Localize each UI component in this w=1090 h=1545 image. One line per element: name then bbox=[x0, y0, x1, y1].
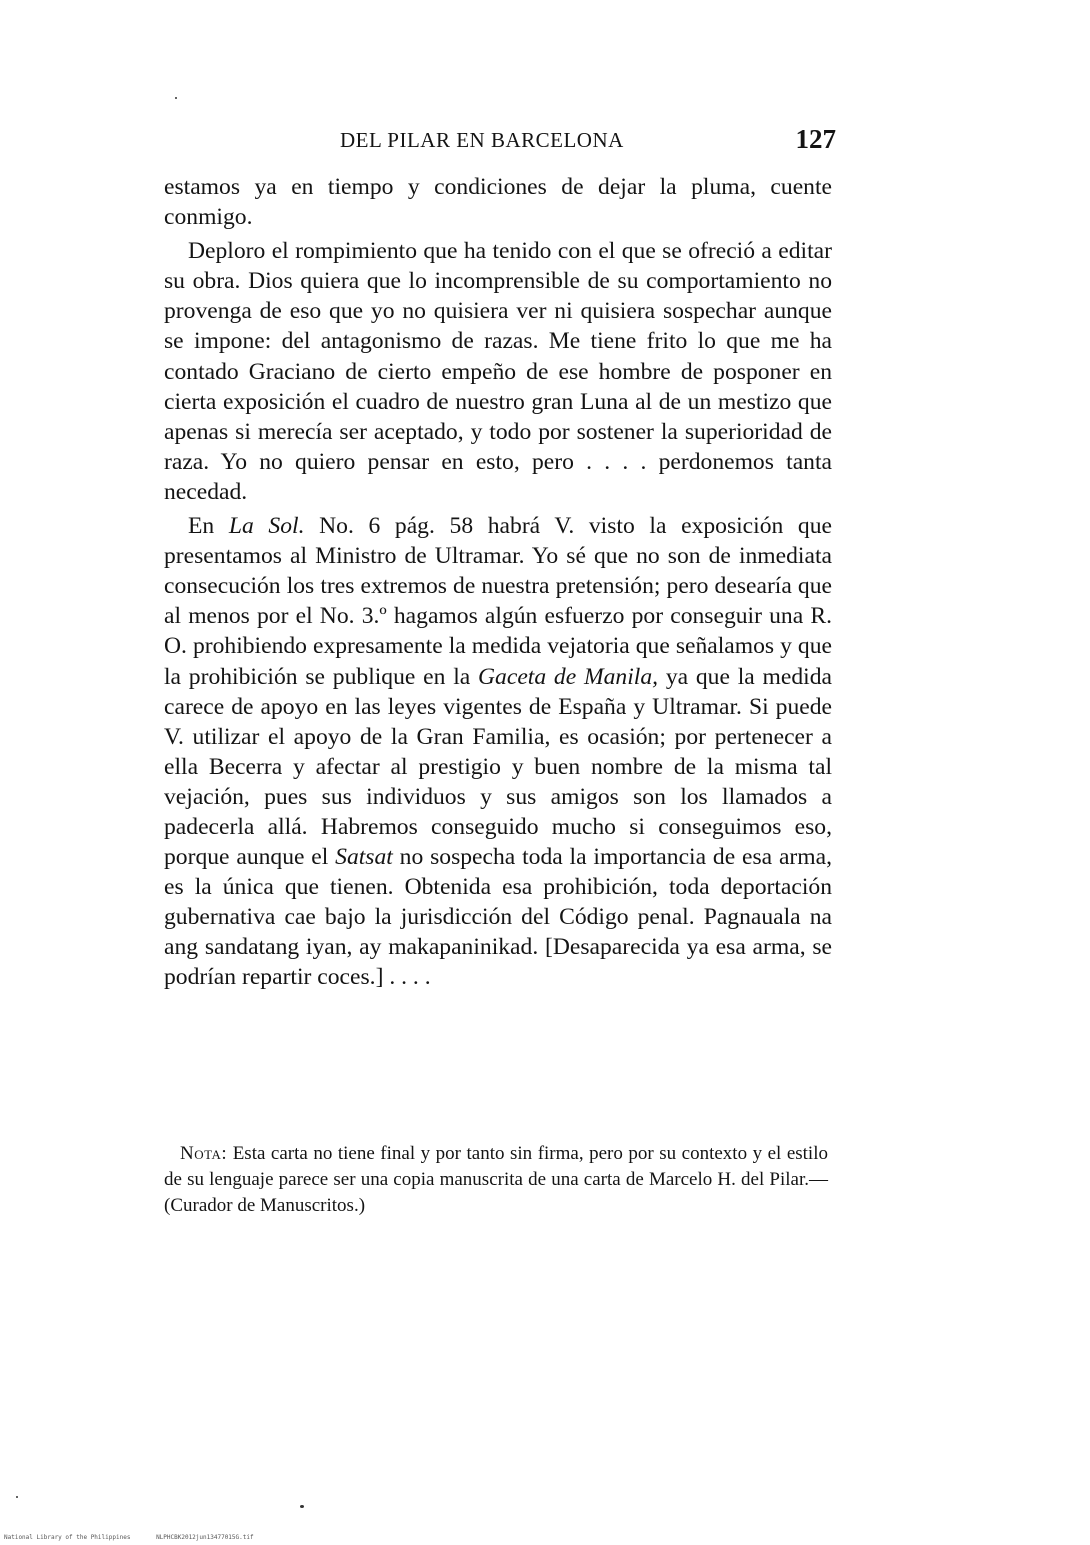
paragraph-text: Deploro el rompimiento que ha tenido con el que se ofreció a editar su obra. Dios quiera que lo incomprensible de su comportamiento no provenga de eso que yo no quisiera ver ni quisiera sospechar aunque se impone: del antagonismo de razas. Me tiene frito lo que me ha contado Graciano de cierto empeño de ese hombre de posponer en cierta exposición el cuadro de nuestro gran Luna al de un mestizo que apenas si merecía ser aceptado, y todo por sostener la superioridad de raza. Yo no quiero pensar en esto, pero . . . . perdonemos tanta necedad. bbox=[164, 238, 832, 505]
paragraph-text: No. 6 pág. 58 habrá V. visto la exposición que presentamos al Ministro de Ultramar. Yo sé que no son de inmediata consecución los tres extremos de nuestra pretensión; pero desearía que al menos por el No. 3.º hagamos algún esfuerzo por conseguir una R. O. prohibiendo expresamente la medida vejatoria que señalamos y que la prohibición se publique en la bbox=[164, 513, 832, 690]
italic-title: Gaceta de Manila, bbox=[478, 663, 659, 690]
body-paragraph bbox=[164, 172, 832, 232]
paragraph-text: no sospecha toda la importancia de esa arma, es la única que tienen. Obtenida esa prohibición, toda deportación gubernativa cae bajo la jurisdicción del Código penal. Pagnauala na ang sandatang iyan, ay makapaninikad. [Desaparecida ya esa arma, se podrían repartir coces.] . . . . bbox=[164, 844, 832, 991]
running-head bbox=[164, 124, 836, 160]
scan-speck bbox=[300, 1505, 304, 1508]
footnote-label: Nota: bbox=[180, 1143, 228, 1164]
running-title: DEL PILAR EN BARCELONA bbox=[340, 128, 624, 152]
page-number: 127 bbox=[795, 124, 836, 154]
scan-footer-filename: NLPHCBK2012jun13477015G.tif bbox=[156, 1534, 254, 1541]
scan-footer-library: National Library of the Philippines bbox=[4, 1534, 131, 1541]
body-paragraph bbox=[164, 511, 832, 993]
paragraph-text: En bbox=[188, 513, 229, 540]
italic-title: La Sol. bbox=[228, 513, 305, 540]
scan-footer bbox=[4, 1534, 276, 1541]
paragraph-text: estamos ya en tiempo y condiciones de dejar la pluma, cuente conmigo. bbox=[164, 174, 832, 231]
scan-speck bbox=[16, 1496, 18, 1498]
paragraph-text: ya que la medida carece de apoyo en las leyes vigentes de España y Ultramar. Si puede V. utilizar el apoyo de la Gran Familia, es ocasión; por pertenecer a ella Becerra y afectar al prestigio y buen nombre de la misma tal vejación, pues sus individuos y sus amigos son los llamados a padecerla allá. Habremos conseguido mucho si conseguimos eso, porque aunque el bbox=[164, 663, 832, 871]
footnote-text: Esta carta no tiene final y por tanto sin firma, pero por su contexto y el estilo de su lenguaje parece ser una copia manuscrita de una carta de Marcelo H. del Pilar.— (Curador de Manuscritos.) bbox=[164, 1143, 828, 1216]
italic-title: Satsat bbox=[335, 844, 393, 871]
body-paragraph bbox=[164, 236, 832, 507]
body-text bbox=[164, 172, 832, 993]
scan-speck bbox=[175, 97, 177, 99]
footnote bbox=[164, 1141, 828, 1219]
